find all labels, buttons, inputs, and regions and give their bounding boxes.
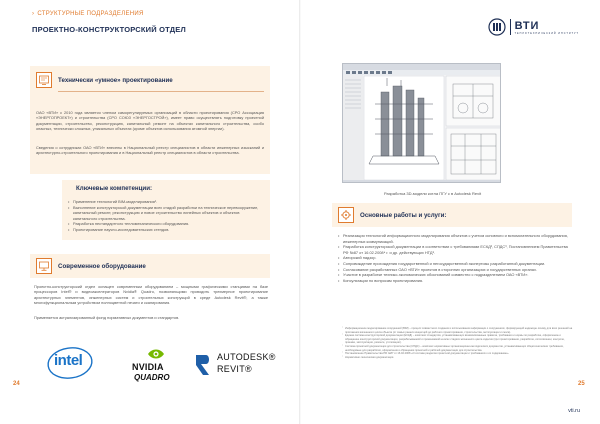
footnote: ¹ Нормативно-техническая документация. — [342, 356, 574, 360]
works-header — [338, 207, 446, 223]
section-tag: › СТРУКТУРНЫЕ ПОДРАЗДЕЛЕНИЯ — [32, 11, 144, 17]
works-list — [338, 233, 568, 283]
chevron-right-icon: › — [32, 11, 35, 17]
image-caption: Разработка 3D-модели котла ПГУ с в Autodesk Revit — [384, 191, 482, 196]
footnotes — [342, 327, 574, 359]
list-item: • Проектирование научно-исследовательских стендов. — [68, 227, 264, 233]
gear-icon — [338, 207, 354, 223]
footnote: ¹ Информационное моделирование сооружений (BIM) – процесс совместного создания и использования информации о сооружениях, формирующий надежную основу для всех решений на протяжении жизненного цикла объекта (от самых ранних концепций до рабочего проектирования, строительства, эксплуатации и сноса). — [342, 327, 574, 334]
smart-paragraph-1: ОАО «ВТИ» с 2010 года является членом саморегулируемых организаций в области проектирования (СРО Ассоциация «ЭНЕРГОПРОЕКТ») и строительства (СРО СОЮЗ «ЭНЕРГОСТРОЙ»), имеет право осуществлять подготовку проектной документации, строительство, реконструкцию, капитальный ремонт на объектах капитального строительства, особо опасных, технически сложных, уникальных объектах (кроме объектов использования атомной энергии). — [36, 110, 264, 132]
tools-icon — [36, 72, 52, 88]
divider — [58, 91, 264, 92]
list-item: • Разработка конструкторской документации в соответствии с требованиями ЕСКД², СПДС³, Постановлением Правительства РФ №87 от 16.02.2008⁴ г. и др. действующих НТД⁵. — [338, 244, 568, 255]
list-item: • Консультации по вопросам проектирования. — [338, 278, 568, 284]
list-item: • Разработка нестандартного тепломеханического оборудования. — [68, 221, 264, 227]
list-item: • Согласование разработанных ОАО «ВТИ» проектов в сторонних организациях и государственных органах. — [338, 267, 568, 273]
revit-icon — [195, 354, 211, 376]
smart-paragraph-2: Сведения о сотрудниках ОАО «ВТИ» внесены в Национальный реестр специалистов в области инженерных изысканий и архитектурно-строительного проектирования и в Национальный реестр специалистов в области строительства. — [36, 145, 264, 156]
equipment-paragraph-2: Применяется актуализированный фонд нормативных документов и стандартов. — [34, 315, 180, 320]
page-number-right: 25 — [578, 381, 585, 387]
works-title: Основные работы и услуги: — [360, 211, 447, 219]
intel-logo: intel — [46, 343, 94, 383]
website-link[interactable]: vti.ru — [568, 408, 580, 414]
vti-logo: ВТИ ТЕПЛОТЕХНИЧЕСКИЙ ИНСТИТУТ — [488, 18, 579, 36]
page-number-left: 24 — [13, 381, 20, 387]
equipment-title: Современное оборудование — [58, 262, 146, 270]
competencies-list — [68, 199, 264, 233]
autodesk-revit-logo: AUTODESK® REVIT® — [195, 350, 287, 382]
partner-logos — [40, 340, 290, 390]
equipment-header — [36, 258, 146, 274]
monitor-icon — [36, 258, 52, 274]
footnote: ¹ Постановление Правительства РФ №87 от 16.02.2008 «О составе разделов проектной документации и требованиях к их содержанию». — [342, 352, 574, 356]
nvidia-quadro-logo: NVIDIA QUADRO — [132, 347, 182, 385]
list-item: • Авторский надзор. — [338, 255, 568, 261]
vti-emblem-icon — [488, 18, 506, 36]
equipment-paragraph-1: Проектно-конструкторский отдел оснащен современным оборудованием – мощными графическими станциями на базе процессоров Intel® и видеоакселераторов Nvidia® Quadro, позволяющими проводить трехмерное проектирование архитектурных элементов, инженерных систем и строительных конструкций в среде Autodesk Revit®, а также многофункциональным устройством полноцветной печати и сканирования. — [34, 284, 268, 306]
list-item: • Реализация технологий информационного моделирования объектов с учетом основного и вспомогательного оборудования, инженерных коммуникаций. — [338, 233, 568, 244]
revit-3d-model-image — [342, 63, 501, 183]
competencies-title: Ключевые компетенции: — [76, 185, 153, 192]
list-item: • Выполнение конструкторской документации всех стадий разработки на техническое перевооружение, капитальный ремонт, реконструкцию и новое строительство линейных объектов и объектов капитального строительства. — [68, 205, 264, 222]
list-item: • Сопровождение прохождения государственной и негосударственной экспертизы разработанной документации. — [338, 261, 568, 267]
smart-design-title: Технически «умное» проектирование — [58, 76, 173, 84]
smart-design-header — [36, 72, 173, 88]
page-title: ПРОЕКТНО-КОНСТРУКТОРСКИЙ ОТДЕЛ — [32, 25, 186, 34]
spine-shadow — [299, 0, 301, 424]
footnote: ¹ Единая система конструкторской документации (ЕСКД) – комплекс стандартов, устанавливающих взаимосвязанные правила, требования и нормы по разработке, оформлению и обращению конструкторской документации, разрабатываемой и применяемой на всех стадиях жизненного цикла изделия (при проектировании, разработке, изготовлении, контроле, приемке, эксплуатации, ремонте, утилизации). — [342, 334, 574, 345]
nvidia-eye-icon — [146, 347, 166, 361]
list-item: • Применение технологий BIM-моделирования¹. — [68, 199, 264, 205]
footnote: ¹ Система проектной документации для строительства (СПДС) – комплекс нормативных организационно-методических документов, устанавливающих общетехнические требования, необходимые для разработки, оформления и обращения проектной и рабочей документации для строительства. — [342, 345, 574, 352]
list-item: • Участие в разработке технико-экономических обоснований совместно с подразделением ОАО «ВТИ». — [338, 272, 568, 278]
